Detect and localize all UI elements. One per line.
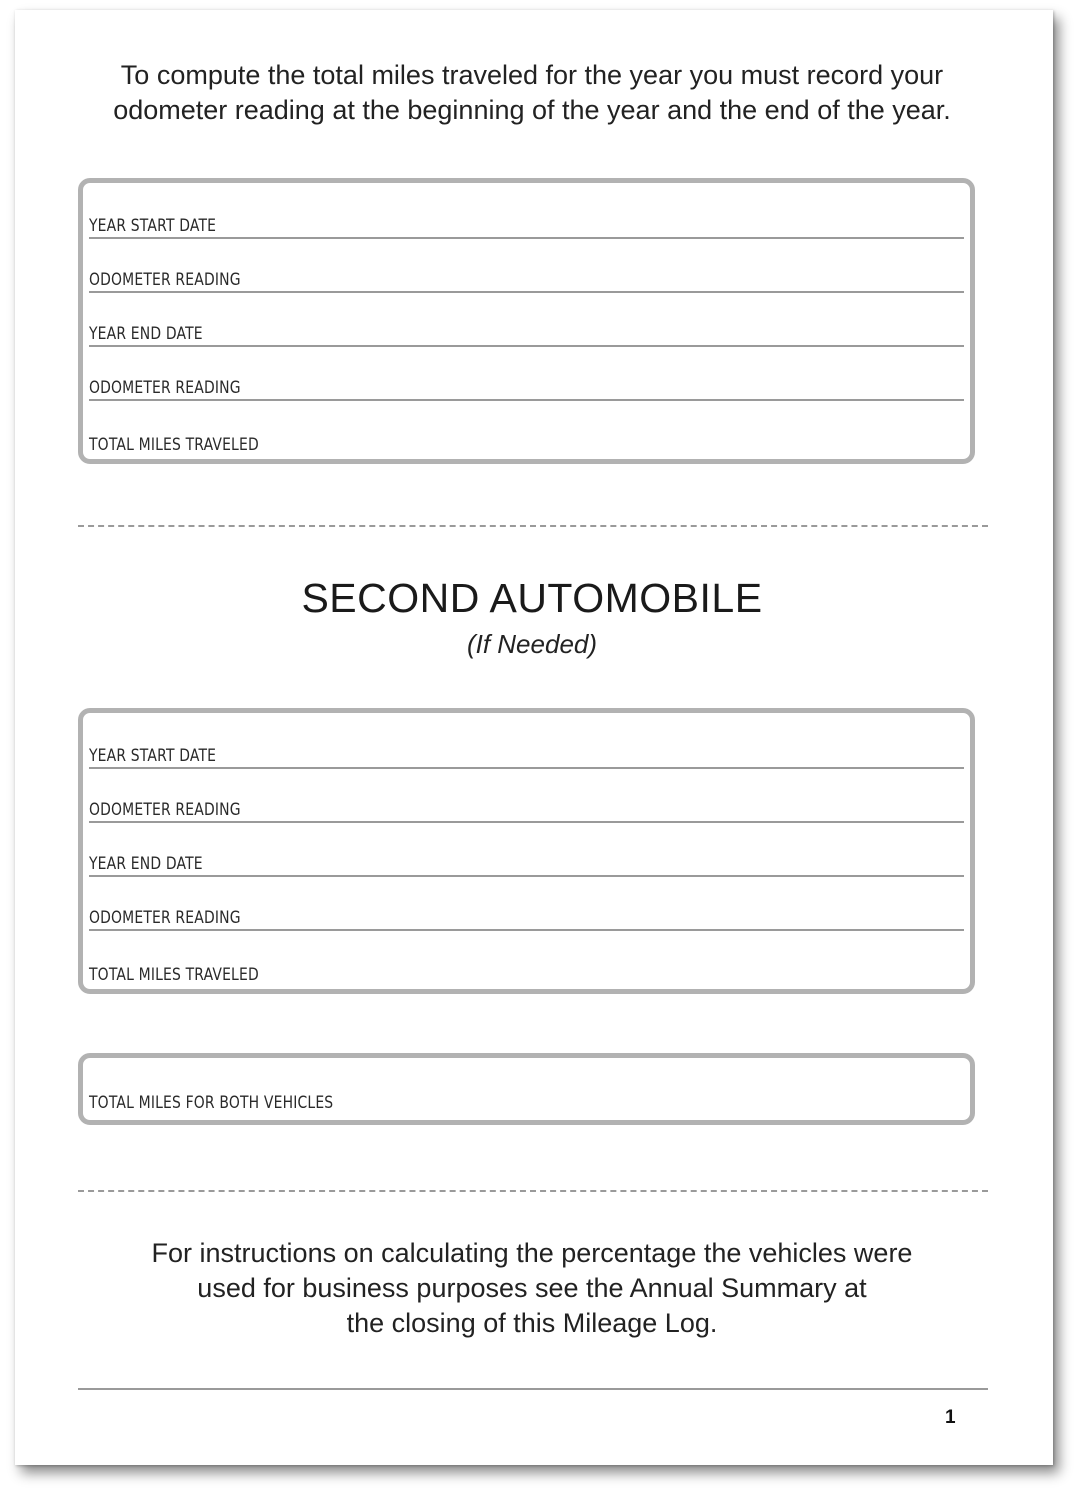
instructions-text (15, 1236, 1049, 1341)
field-label: YEAR START DATE (89, 216, 217, 236)
intro-text (15, 58, 1049, 128)
footer-rule (78, 1388, 988, 1390)
total-miles-field[interactable] (89, 402, 964, 456)
field-label: TOTAL MILES TRAVELED (89, 435, 259, 455)
dashed-divider (78, 1190, 988, 1192)
end-odometer-field[interactable] (89, 347, 964, 401)
section-title: SECOND AUTOMOBILE (301, 575, 763, 621)
combined-total-box (78, 1053, 975, 1125)
page-number: 1 (945, 1407, 956, 1428)
year-start-date-field[interactable] (89, 715, 964, 769)
start-odometer-field[interactable] (89, 239, 964, 293)
field-label: YEAR END DATE (89, 324, 203, 344)
combined-total-field[interactable] (89, 1060, 964, 1114)
field-label: ODOMETER READING (89, 800, 241, 820)
total-miles-field[interactable] (89, 932, 964, 986)
field-label: ODOMETER READING (89, 378, 241, 398)
log-page (15, 10, 1053, 1465)
year-end-date-field[interactable] (89, 823, 964, 877)
second-vehicle-box (78, 708, 975, 994)
end-odometer-field[interactable] (89, 877, 964, 931)
field-label: TOTAL MILES FOR BOTH VEHICLES (89, 1093, 334, 1113)
intro-line-2: odometer reading at the beginning of the year and the end of the year. (113, 95, 951, 125)
field-label: ODOMETER READING (89, 270, 241, 290)
outro-line-1: For instructions on calculating the percentage the vehicles were (151, 1238, 913, 1268)
section-subtitle: (If Needed) (466, 629, 598, 659)
field-label: ODOMETER READING (89, 908, 241, 928)
intro-line-1: To compute the total miles traveled for the year you must record your (120, 60, 944, 90)
year-start-date-field[interactable] (89, 185, 964, 239)
first-vehicle-box (78, 178, 975, 464)
field-label: YEAR END DATE (89, 854, 203, 874)
field-label: YEAR START DATE (89, 746, 217, 766)
field-label: TOTAL MILES TRAVELED (89, 965, 259, 985)
outro-line-3: the closing of this Mileage Log. (346, 1308, 718, 1338)
year-end-date-field[interactable] (89, 293, 964, 347)
dashed-divider (78, 525, 988, 527)
outro-line-2: used for business purposes see the Annual Summary at (197, 1273, 867, 1303)
start-odometer-field[interactable] (89, 769, 964, 823)
